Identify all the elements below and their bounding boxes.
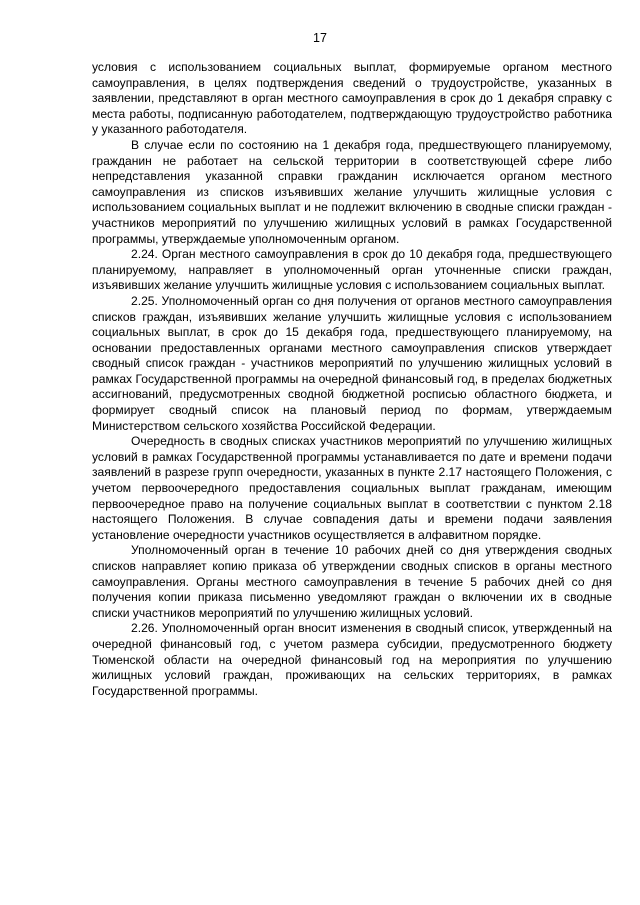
paragraph-6: Уполномоченный орган в течение 10 рабочих дней со дня утверждения сводных списков направляет копию приказа об утверждении сводных списков в органы местного самоуправления. Органы местного самоуправления в течение 5 рабочих дней со дня получения копии приказа письменно уведомляют граждан о включении их в сводные списки участников мероприятий по улучшению жилищных условий. — [92, 543, 612, 620]
paragraph-7: 2.26. Уполномоченный орган вносит изменения в сводный список, утвержденный на очередной финансовый год, с учетом размера субсидии, предусмотренного бюджету Тюменской области на очередной финансовый год на мероприятия по улучшению жилищных условий граждан, проживающих на сельских территориях, в рамках Государственной программы. — [92, 621, 612, 698]
paragraph-2: В случае если по состоянию на 1 декабря года, предшествующего планируемому, гражданин не работает на сельской территории в соответствующей сфере либо непредставления указанной справки гражданин исключается органом местного самоуправления из списков изъявивших желание улучшить жилищные условия с использованием социальных выплат и не подлежит включению в сводные списки граждан - участников мероприятий по улучшению жилищных условий в рамках Государственной программы, утверждаемые уполномоченным органом. — [92, 137, 612, 246]
document-body — [92, 60, 612, 699]
paragraph-3: 2.24. Орган местного самоуправления в срок до 10 декабря года, предшествующего планируемому, направляет в уполномоченный орган уточненные списки граждан, изъявивших желание улучшить жилищные условия с использованием социальных выплат. — [92, 247, 612, 293]
page-number: 17 — [313, 31, 327, 45]
paragraph-1: условия с использованием социальных выплат, формируемые органом местного самоуправления, в целях подтверждения сведений о трудоустройстве, указанных в заявлении, представляют в орган местного самоуправления в срок до 1 декабря справку с места работы, подписанную работодателем, подтверждающую трудоустройство работника у указанного работодателя. — [92, 60, 612, 137]
paragraph-4: 2.25. Уполномоченный орган со дня получения от органов местного самоуправления списков граждан, изъявивших желание улучшить жилищные условия с использованием социальных выплат, в срок до 15 декабря года, предшествующего планируемому, на основании предоставленных органами местного самоуправления списков утверждает сводный список граждан - участников мероприятий по улучшению жилищных условий в рамках Государственной программы на очередной финансовый год, в пределах бюджетных ассигнований, предусмотренных сводной бюджетной росписью областного бюджета, и формирует сводный список на плановый период по формам, утверждаемым Министерством сельского хозяйства Российской Федерации. — [92, 293, 612, 433]
paragraph-5: Очередность в сводных списках участников мероприятий по улучшению жилищных условий в рамках Государственной программы устанавливается по дате и времени подачи заявлений в разрезе групп очередности, указанных в пункте 2.17 настоящего Положения, с учетом первоочередного предоставления социальных выплат гражданам, имеющим первоочередное право на получение социальных выплат в соответствии с пунктом 2.18 настоящего Положения. В случае совпадения даты и времени подачи заявления установление очередности участников осуществляется в алфавитном порядке. — [92, 434, 612, 542]
